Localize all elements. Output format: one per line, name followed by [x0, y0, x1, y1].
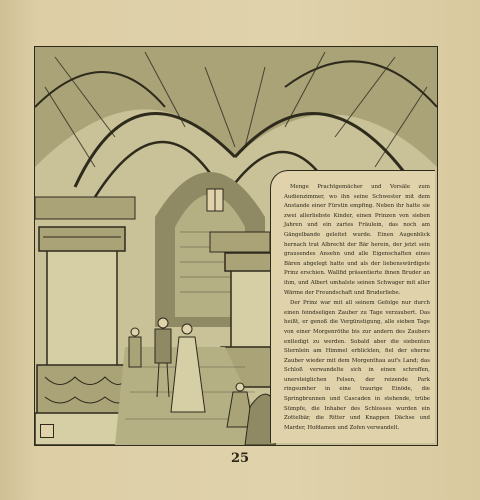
- paragraph: Menge Prachtgemächer und Vorsäle zum Audienzimmer, wo ihn seine Schwester mit dem Anstande einer Fürstin empfing. Neben ihr hatte sie zwei allerliebste Kinder, einen Prinzen von sieben Jahren und ein zartes Fräulein, das noch am Gängelbande geleitet wurde. Einen Augenblick hernach trat Albrecht der Bär herein, der jetzt sein grausendes Ansehn und alle Eigenschaften eines Bären abgelegt hatte und als der liebenswürdigste Prinz erschien. Wallfid präsentierte ihnen Bruder an ihm, und Albert umhalste seinen Schwager mit aller Wärme der Freundschaft und Bruderliebe.: [284, 184, 430, 296]
- paragraph: Der Prinz war mit all seinem Gefolge nur durch einen feindseligen Zauber zu Tage verzaubert. Das heißt, er genoß die Vergünstigung, alle sieben Tage von einer Morgenröthe bis zur andern des Zaubers entledigt zu werden. Sobald aber die siebenten Sternlein am Himmel erblickten, fiel der eherne Zauber wieder mit dem Morgenthau auf's Land; das Schloß verwandelte sich in einen schroffen, unersteiglichen Felsen, der reizende Park ringsumher in eine traurige Einöde, die Springbrunnen und Cascaden in stehende, trübe Sümpfe, die Inhaber des Schlosses wurden ein Zottelbär, die Ritter und Knappen Dächse und Marder, Hofdamen und Zofen verwandelt.: [284, 300, 430, 431]
- artist-monogram: [40, 424, 54, 438]
- page-number: 25: [230, 451, 250, 466]
- story-text: [284, 183, 430, 433]
